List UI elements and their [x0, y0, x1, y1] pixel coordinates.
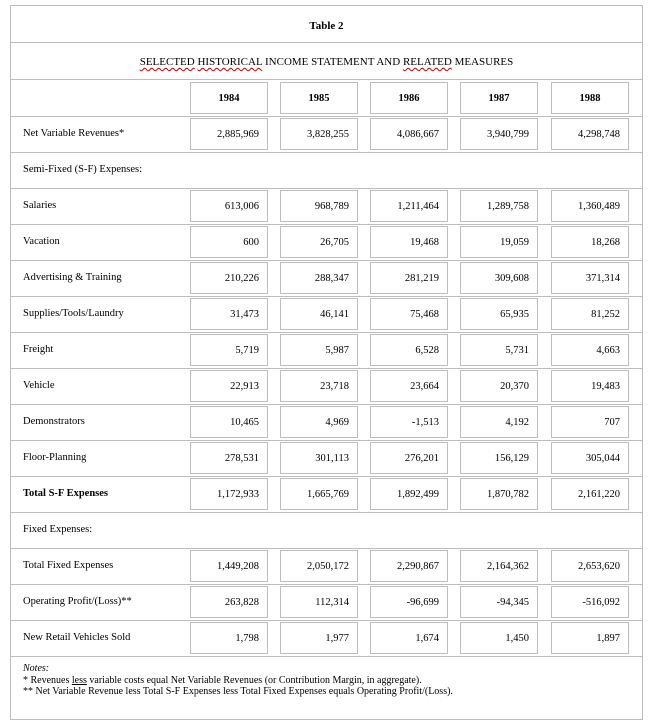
table-cell: 19,059 [460, 226, 538, 258]
row-label: Vehicle [23, 380, 55, 391]
table-cell: 4,086,667 [370, 118, 448, 150]
table-cell: 23,664 [370, 370, 448, 402]
fixed-section-heading: Fixed Expenses: [23, 524, 93, 535]
table-cell: 281,219 [370, 262, 448, 294]
table-cell: 23,718 [280, 370, 358, 402]
table-cell: 112,314 [280, 586, 358, 618]
table-cell: 19,468 [370, 226, 448, 258]
table-cell: 2,290,867 [370, 550, 448, 582]
table-cell: 46,141 [280, 298, 358, 330]
table-row [11, 584, 642, 620]
table-cell: 2,885,969 [190, 118, 268, 150]
divider [11, 512, 642, 513]
table-cell: 2,164,362 [460, 550, 538, 582]
table-cell: 81,252 [551, 298, 629, 330]
table-cell: -1,513 [370, 406, 448, 438]
table-cell: 707 [551, 406, 629, 438]
table-cell: 1,798 [190, 622, 268, 654]
row-label: Total Fixed Expenses [23, 560, 114, 571]
table-cell: 4,663 [551, 334, 629, 366]
note-2: ** Net Variable Revenue less Total S-F Expenses less Total Fixed Expenses equals Operating Profit/(Loss). [23, 686, 453, 697]
table-cell: 600 [190, 226, 268, 258]
table-cell: 2,050,172 [280, 550, 358, 582]
table-row [11, 116, 642, 152]
table-cell: 278,531 [190, 442, 268, 474]
table-cell: 5,731 [460, 334, 538, 366]
table-row [11, 476, 642, 512]
table-cell: 3,940,799 [460, 118, 538, 150]
table-cell: 4,192 [460, 406, 538, 438]
row-label: Freight [23, 344, 54, 355]
table-cell: 1,211,464 [370, 190, 448, 222]
notes [23, 663, 453, 698]
table-cell: -516,092 [551, 586, 629, 618]
title-word-selected: SELECTED [139, 56, 195, 68]
table-row [11, 224, 642, 260]
table-cell: 1,977 [280, 622, 358, 654]
year-1987: 1987 [460, 82, 538, 114]
divider [11, 656, 642, 657]
table-cell: 1,674 [370, 622, 448, 654]
row-label: Total S-F Expenses [23, 488, 108, 499]
row-label: Advertising & Training [23, 272, 122, 283]
title-word-related: RELATED [402, 56, 452, 68]
divider [11, 42, 642, 43]
row-label: Operating Profit/(Loss)** [23, 596, 132, 607]
table-cell: -94,345 [460, 586, 538, 618]
table-cell: 26,705 [280, 226, 358, 258]
table-row [11, 404, 642, 440]
table-row [11, 260, 642, 296]
table-cell: 6,528 [370, 334, 448, 366]
table-cell: 1,172,933 [190, 478, 268, 510]
table-cell: 156,129 [460, 442, 538, 474]
document-page [10, 5, 643, 720]
year-1988: 1988 [551, 82, 629, 114]
row-label: Supplies/Tools/Laundry [23, 308, 124, 319]
table-cell: 10,465 [190, 406, 268, 438]
table-cell: 613,006 [190, 190, 268, 222]
table-cell: 4,969 [280, 406, 358, 438]
table-cell: 65,935 [460, 298, 538, 330]
table-cell: 301,113 [280, 442, 358, 474]
table-cell: 210,226 [190, 262, 268, 294]
table-number: Table 2 [309, 20, 344, 32]
table-cell: 276,201 [370, 442, 448, 474]
table-row [11, 620, 642, 656]
table-cell: 22,913 [190, 370, 268, 402]
table-cell: 20,370 [460, 370, 538, 402]
table-cell: 1,449,208 [190, 550, 268, 582]
year-1985: 1985 [280, 82, 358, 114]
table-row [11, 548, 642, 584]
table-row [11, 440, 642, 476]
table-cell: 305,044 [551, 442, 629, 474]
table-cell: 1,360,489 [551, 190, 629, 222]
table-cell: 288,347 [280, 262, 358, 294]
table-row [11, 296, 642, 332]
table-cell: 19,483 [551, 370, 629, 402]
year-1986: 1986 [370, 82, 448, 114]
table-cell: 31,473 [190, 298, 268, 330]
table-cell: 1,870,782 [460, 478, 538, 510]
table-cell: 1,289,758 [460, 190, 538, 222]
table-title: SELECTED HISTORICAL INCOME STATEMENT AND RELATED MEASURES [139, 56, 514, 68]
year-1984: 1984 [190, 82, 268, 114]
table-cell: 2,161,220 [551, 478, 629, 510]
note-1: * Revenues less variable costs equal Net Variable Revenues (or Contribution Margin, in aggregate). [23, 674, 422, 686]
table-row [11, 188, 642, 224]
table-row [11, 368, 642, 404]
table-cell: -96,699 [370, 586, 448, 618]
table-cell: 75,468 [370, 298, 448, 330]
row-label: Demonstrators [23, 416, 85, 427]
row-label: Salaries [23, 200, 57, 211]
table-row [11, 332, 642, 368]
row-label: Floor-Planning [23, 452, 87, 463]
table-cell: 5,987 [280, 334, 358, 366]
table-cell: 1,897 [551, 622, 629, 654]
table-cell: 2,653,620 [551, 550, 629, 582]
semi-fixed-section-heading: Semi-Fixed (S-F) Expenses: [23, 164, 142, 175]
row-label: Net Variable Revenues* [23, 128, 125, 139]
table-cell: 371,314 [551, 262, 629, 294]
row-label: New Retail Vehicles Sold [23, 632, 131, 643]
notes-heading: Notes: [23, 663, 50, 674]
table-cell: 18,268 [551, 226, 629, 258]
title-word-historical: HISTORICAL [197, 56, 263, 68]
table-cell: 1,892,499 [370, 478, 448, 510]
table-cell: 309,608 [460, 262, 538, 294]
table-cell: 263,828 [190, 586, 268, 618]
table-cell: 1,450 [460, 622, 538, 654]
divider [11, 152, 642, 153]
table-cell: 5,719 [190, 334, 268, 366]
year-header-row [11, 80, 642, 116]
note-1-emphasis: less [71, 674, 87, 686]
table-cell: 3,828,255 [280, 118, 358, 150]
table-cell: 1,665,769 [280, 478, 358, 510]
table-cell: 968,789 [280, 190, 358, 222]
table-cell: 4,298,748 [551, 118, 629, 150]
row-label: Vacation [23, 236, 60, 247]
